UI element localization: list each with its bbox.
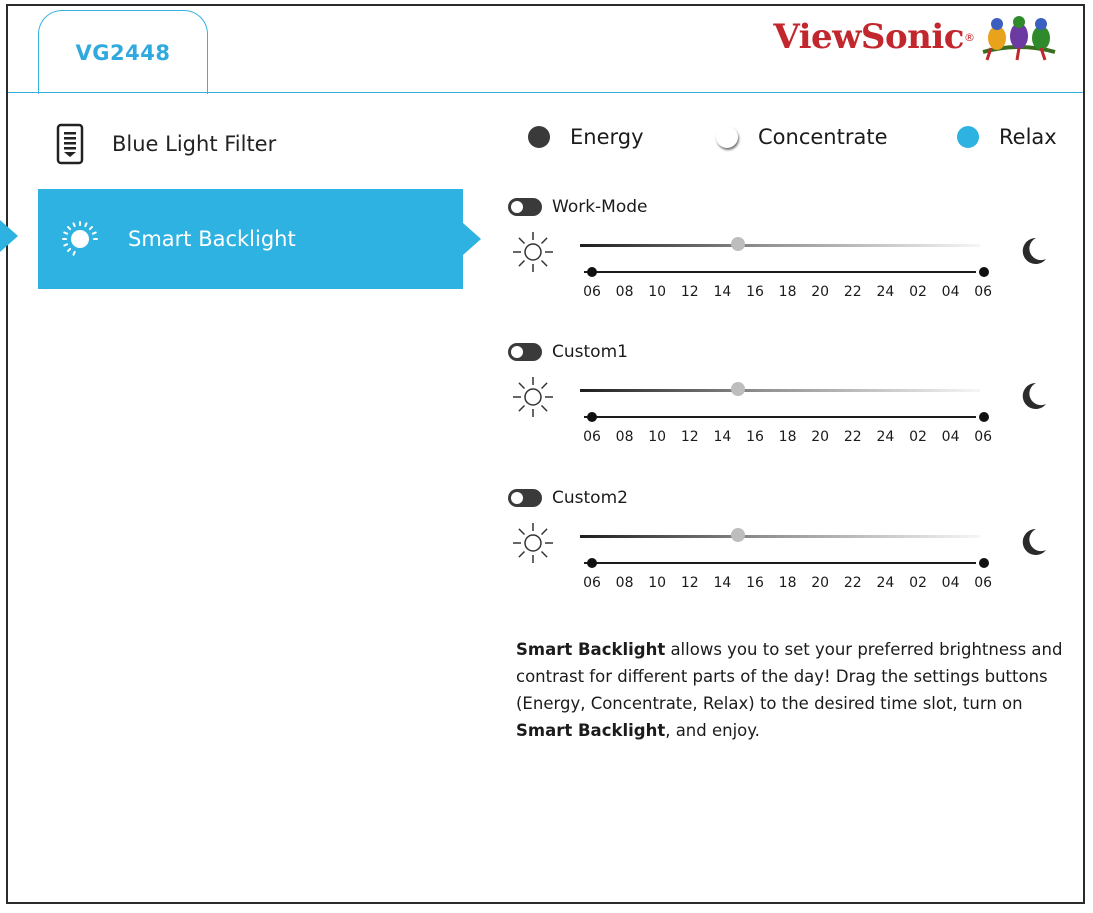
time-end-handle[interactable] [979, 267, 989, 277]
mode-label: Relax [999, 125, 1057, 149]
sun-icon [510, 229, 556, 279]
mode-relax[interactable] [957, 125, 1057, 149]
time-tick-label: 20 [811, 429, 830, 445]
energy-dot-icon[interactable] [528, 126, 550, 148]
schedule-toggle[interactable] [508, 198, 542, 216]
tab-divider [8, 92, 1083, 93]
time-tick-label: 10 [648, 575, 667, 591]
schedule-toggle[interactable] [508, 489, 542, 507]
time-tick-label: 16 [746, 284, 764, 300]
time-start-handle[interactable] [587, 558, 597, 568]
time-tick-label: 04 [941, 429, 960, 445]
schedule-custom1 [508, 342, 1068, 462]
time-tick-label: 20 [811, 284, 830, 300]
mode-concentrate[interactable] [716, 125, 888, 149]
mode-label: Energy [570, 125, 644, 149]
brightness-slider-thumb[interactable] [731, 382, 745, 396]
time-tick-label: 24 [876, 429, 895, 445]
mode-presets [520, 118, 1060, 154]
time-start-handle[interactable] [587, 412, 597, 422]
viewsonic-logo [773, 12, 1057, 62]
time-tick-label: 06 [974, 575, 993, 591]
relax-dot-icon[interactable] [957, 126, 979, 148]
time-tick-label: 24 [876, 575, 895, 591]
moon-icon [1016, 526, 1048, 562]
time-tick-label: 08 [615, 575, 634, 591]
brightness-slider-track[interactable] [580, 244, 980, 247]
time-tick-label: 18 [778, 429, 797, 445]
time-tick-label: 14 [713, 429, 732, 445]
description-text-2: , and enjoy. [665, 721, 760, 740]
smart-backlight-icon [60, 219, 100, 259]
blue-light-filter-icon [54, 123, 86, 165]
tab-label: VG2448 [75, 40, 171, 65]
time-range-line [584, 416, 976, 418]
time-tick-label: 12 [680, 284, 699, 300]
time-range-line [584, 562, 976, 564]
time-tick-label: 24 [876, 284, 895, 300]
time-tick-label: 12 [680, 575, 699, 591]
sidebar-item-label: Blue Light Filter [112, 132, 277, 156]
time-tick-label: 12 [680, 429, 699, 445]
time-tick-label: 14 [713, 575, 732, 591]
time-tick-label: 18 [778, 284, 797, 300]
lorikeets-logo-icon [981, 12, 1057, 62]
time-tick-row [572, 284, 992, 304]
time-tick-label: 02 [909, 284, 927, 300]
time-tick-label: 22 [843, 575, 862, 591]
time-end-handle[interactable] [979, 558, 989, 568]
description-bold-2: Smart Backlight [516, 721, 666, 740]
sun-icon [510, 520, 556, 570]
brightness-slider-track[interactable] [580, 389, 980, 392]
time-tick-label: 06 [583, 575, 601, 591]
time-tick-label: 08 [615, 284, 634, 300]
time-tick-label: 22 [843, 284, 862, 300]
time-tick-label: 14 [713, 284, 732, 300]
concentrate-dot-icon[interactable] [716, 126, 738, 148]
time-tick-label: 08 [615, 429, 634, 445]
moon-icon [1016, 380, 1048, 416]
schedule-header [508, 488, 628, 508]
time-tick-row [572, 575, 992, 595]
time-tick-label: 10 [648, 429, 667, 445]
schedule-name: Custom1 [552, 342, 628, 362]
time-tick-label: 10 [648, 284, 667, 300]
registered-mark: ® [964, 30, 975, 44]
time-tick-label: 04 [941, 575, 960, 591]
time-tick-label: 06 [583, 284, 601, 300]
moon-icon [1016, 235, 1048, 271]
sidebar-item-smart-backlight[interactable] [38, 189, 463, 289]
smart-backlight-description [516, 636, 1076, 744]
time-end-handle[interactable] [979, 412, 989, 422]
time-tick-row [572, 429, 992, 449]
time-tick-label: 02 [909, 575, 927, 591]
time-tick-label: 18 [778, 575, 797, 591]
time-start-handle[interactable] [587, 267, 597, 277]
schedule-header [508, 197, 648, 217]
sun-icon [510, 374, 556, 424]
time-tick-label: 20 [811, 575, 830, 591]
schedule-name: Custom2 [552, 488, 628, 508]
active-item-marker [0, 220, 18, 252]
time-tick-label: 04 [941, 284, 960, 300]
brightness-slider-thumb[interactable] [731, 237, 745, 251]
brightness-slider-track[interactable] [580, 535, 980, 538]
mode-label: Concentrate [758, 125, 888, 149]
time-tick-label: 16 [746, 575, 764, 591]
description-text-1: allows you to set your preferred brightness and contrast for different parts of the day! Drag the settings buttons (Energy, Concentrate, Relax) to the desired time slot, turn on [516, 640, 1063, 713]
time-tick-label: 16 [746, 429, 764, 445]
sidebar-item-label: Smart Backlight [128, 227, 296, 251]
time-range-line [584, 271, 976, 273]
time-tick-label: 06 [583, 429, 601, 445]
description-bold-1: Smart Backlight [516, 640, 666, 659]
schedule-header [508, 342, 628, 362]
time-tick-label: 22 [843, 429, 862, 445]
mode-energy[interactable] [528, 125, 644, 149]
brand-name: ViewSonic [773, 17, 964, 57]
schedule-toggle[interactable] [508, 343, 542, 361]
time-tick-label: 02 [909, 429, 927, 445]
sidebar-item-blue-light-filter[interactable] [54, 116, 454, 172]
schedule-work-mode [508, 197, 1068, 317]
schedule-custom2 [508, 488, 1068, 608]
schedule-name: Work-Mode [552, 197, 648, 217]
brightness-slider-thumb[interactable] [731, 528, 745, 542]
tab-vg2448[interactable] [38, 10, 208, 94]
time-tick-label: 06 [974, 429, 993, 445]
time-tick-label: 06 [974, 284, 993, 300]
